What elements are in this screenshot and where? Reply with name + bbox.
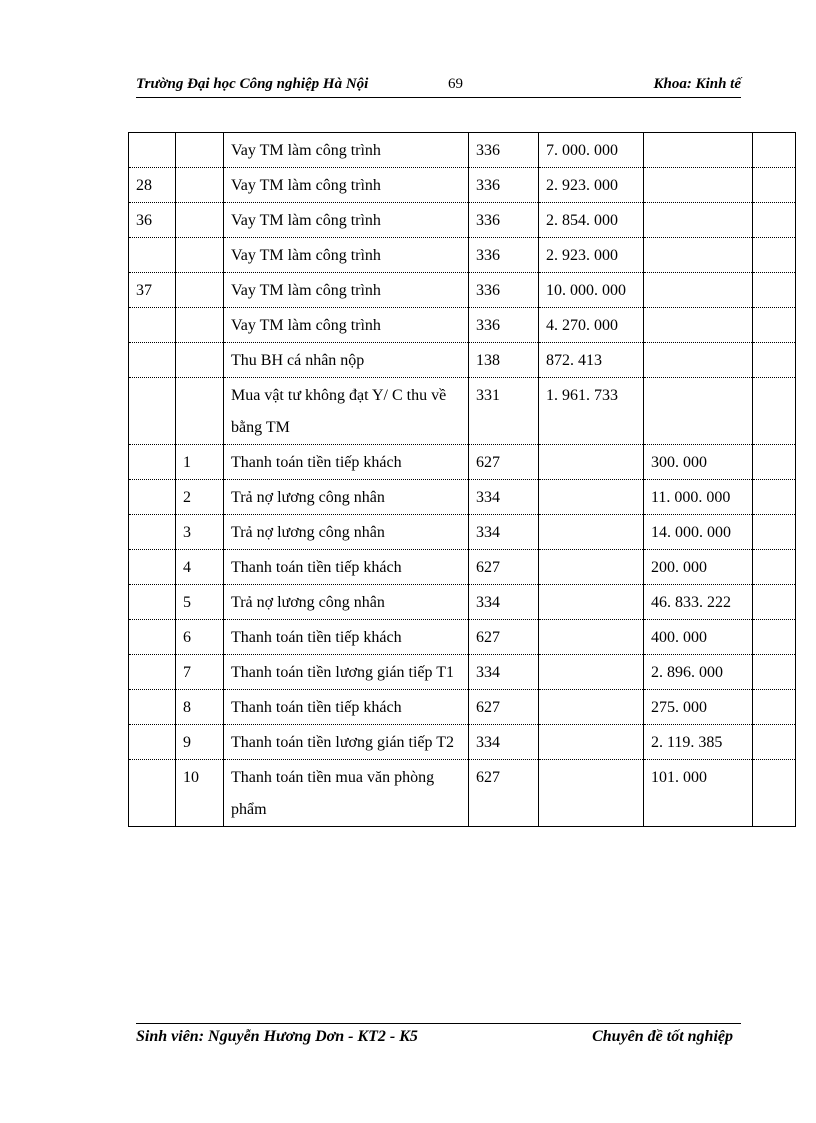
cell-debit-amount <box>539 445 644 480</box>
cell-note <box>753 655 796 690</box>
cell-account-code: 336 <box>469 133 539 168</box>
cell-voucher-out-number: 5 <box>176 585 224 620</box>
cell-description: Thanh toán tiền lương gián tiếp T2 <box>224 725 469 760</box>
cell-debit-amount: 2. 854. 000 <box>539 203 644 238</box>
cell-note <box>753 480 796 515</box>
cell-note <box>753 620 796 655</box>
cell-credit-amount: 400. 000 <box>644 620 753 655</box>
cell-account-code: 331 <box>469 378 539 445</box>
cell-note <box>753 343 796 378</box>
cell-debit-amount <box>539 655 644 690</box>
table-row <box>129 620 796 655</box>
ledger-table <box>128 132 796 827</box>
cell-description: Thanh toán tiền tiếp khách <box>224 620 469 655</box>
cell-note <box>753 725 796 760</box>
cell-voucher-in-number <box>129 655 176 690</box>
cell-note <box>753 445 796 480</box>
table-row <box>129 760 796 827</box>
cell-voucher-in-number <box>129 238 176 273</box>
cell-account-code: 336 <box>469 273 539 308</box>
cell-account-code: 627 <box>469 445 539 480</box>
cell-credit-amount: 14. 000. 000 <box>644 515 753 550</box>
table-row <box>129 445 796 480</box>
cell-voucher-in-number <box>129 550 176 585</box>
cell-note <box>753 550 796 585</box>
cell-credit-amount <box>644 133 753 168</box>
cell-description: Mua vật tư không đạt Y/ C thu về bằng TM <box>224 378 469 445</box>
cell-voucher-in-number <box>129 378 176 445</box>
cell-description: Thanh toán tiền mua văn phòng phẩm <box>224 760 469 827</box>
header-school: Trường Đại học Công nghiệp Hà Nội <box>136 76 369 92</box>
cell-note <box>753 308 796 343</box>
cell-debit-amount <box>539 550 644 585</box>
cell-description: Thanh toán tiền tiếp khách <box>224 445 469 480</box>
cell-note <box>753 515 796 550</box>
cell-note <box>753 585 796 620</box>
cell-voucher-in-number: 37 <box>129 273 176 308</box>
cell-account-code: 627 <box>469 550 539 585</box>
cell-debit-amount: 7. 000. 000 <box>539 133 644 168</box>
table-row <box>129 550 796 585</box>
cell-voucher-in-number <box>129 585 176 620</box>
cell-voucher-in-number <box>129 445 176 480</box>
cell-account-code: 334 <box>469 585 539 620</box>
cell-description: Vay TM làm công trình <box>224 308 469 343</box>
cell-note <box>753 273 796 308</box>
cell-debit-amount <box>539 515 644 550</box>
cell-debit-amount <box>539 480 644 515</box>
cell-credit-amount: 275. 000 <box>644 690 753 725</box>
cell-description: Thanh toán tiền tiếp khách <box>224 690 469 725</box>
cell-debit-amount <box>539 585 644 620</box>
cell-account-code: 334 <box>469 655 539 690</box>
cell-note <box>753 168 796 203</box>
cell-account-code: 336 <box>469 168 539 203</box>
cell-debit-amount <box>539 725 644 760</box>
cell-voucher-out-number <box>176 343 224 378</box>
cell-description: Vay TM làm công trình <box>224 168 469 203</box>
cell-voucher-out-number: 1 <box>176 445 224 480</box>
cell-description: Trả nợ lương công nhân <box>224 585 469 620</box>
cell-credit-amount <box>644 308 753 343</box>
cell-account-code: 627 <box>469 760 539 827</box>
cell-voucher-out-number <box>176 308 224 343</box>
table-row <box>129 690 796 725</box>
cell-debit-amount: 2. 923. 000 <box>539 238 644 273</box>
cell-credit-amount: 11. 000. 000 <box>644 480 753 515</box>
cell-voucher-out-number: 8 <box>176 690 224 725</box>
table-row <box>129 515 796 550</box>
cell-voucher-in-number <box>129 308 176 343</box>
cell-voucher-in-number <box>129 480 176 515</box>
cell-credit-amount: 101. 000 <box>644 760 753 827</box>
table-row <box>129 480 796 515</box>
cell-note <box>753 760 796 827</box>
cell-account-code: 336 <box>469 203 539 238</box>
cell-voucher-out-number: 7 <box>176 655 224 690</box>
cell-account-code: 138 <box>469 343 539 378</box>
cell-description: Vay TM làm công trình <box>224 273 469 308</box>
cell-credit-amount <box>644 168 753 203</box>
cell-account-code: 336 <box>469 308 539 343</box>
cell-voucher-out-number <box>176 203 224 238</box>
header-faculty: Khoa: Kinh tế <box>653 76 741 92</box>
table-row <box>129 655 796 690</box>
cell-note <box>753 133 796 168</box>
cell-account-code: 627 <box>469 620 539 655</box>
cell-voucher-out-number: 3 <box>176 515 224 550</box>
cell-credit-amount <box>644 343 753 378</box>
cell-voucher-in-number: 28 <box>129 168 176 203</box>
cell-debit-amount <box>539 760 644 827</box>
table-row <box>129 133 796 168</box>
cell-voucher-out-number <box>176 378 224 445</box>
cell-voucher-in-number <box>129 515 176 550</box>
footer-title: Chuyên đề tốt nghiệp <box>592 1028 733 1045</box>
cell-description: Thanh toán tiền lương gián tiếp T1 <box>224 655 469 690</box>
cell-description: Trả nợ lương công nhân <box>224 515 469 550</box>
cell-voucher-in-number <box>129 725 176 760</box>
cell-voucher-out-number: 4 <box>176 550 224 585</box>
cell-voucher-in-number <box>129 760 176 827</box>
cell-credit-amount <box>644 238 753 273</box>
cell-voucher-in-number <box>129 133 176 168</box>
cell-debit-amount <box>539 690 644 725</box>
cell-credit-amount: 46. 833. 222 <box>644 585 753 620</box>
cell-credit-amount <box>644 203 753 238</box>
cell-debit-amount: 10. 000. 000 <box>539 273 644 308</box>
cell-description: Vay TM làm công trình <box>224 133 469 168</box>
cell-voucher-out-number: 2 <box>176 480 224 515</box>
cell-credit-amount: 2. 896. 000 <box>644 655 753 690</box>
cell-note <box>753 238 796 273</box>
table-row <box>129 343 796 378</box>
cell-account-code: 334 <box>469 725 539 760</box>
table-row <box>129 585 796 620</box>
cell-note <box>753 378 796 445</box>
cell-voucher-out-number <box>176 168 224 203</box>
cell-credit-amount: 300. 000 <box>644 445 753 480</box>
page-footer <box>136 1023 741 1045</box>
cell-debit-amount: 872. 413 <box>539 343 644 378</box>
cell-note <box>753 690 796 725</box>
table-row <box>129 203 796 238</box>
cell-voucher-out-number <box>176 238 224 273</box>
cell-voucher-out-number: 6 <box>176 620 224 655</box>
cell-credit-amount: 200. 000 <box>644 550 753 585</box>
cell-voucher-in-number <box>129 620 176 655</box>
cell-voucher-out-number: 10 <box>176 760 224 827</box>
table-row <box>129 725 796 760</box>
cell-credit-amount <box>644 273 753 308</box>
cell-voucher-out-number: 9 <box>176 725 224 760</box>
cell-description: Vay TM làm công trình <box>224 203 469 238</box>
cell-voucher-in-number <box>129 690 176 725</box>
cell-credit-amount: 2. 119. 385 <box>644 725 753 760</box>
cell-description: Thu BH cá nhân nộp <box>224 343 469 378</box>
page-header <box>136 76 741 98</box>
table-row <box>129 273 796 308</box>
cell-voucher-in-number: 36 <box>129 203 176 238</box>
table-row <box>129 308 796 343</box>
cell-voucher-out-number <box>176 273 224 308</box>
cell-credit-amount <box>644 378 753 445</box>
cell-note <box>753 203 796 238</box>
cell-account-code: 334 <box>469 480 539 515</box>
page-number: 69 <box>448 76 463 92</box>
cell-description: Trả nợ lương công nhân <box>224 480 469 515</box>
table-row <box>129 238 796 273</box>
cell-account-code: 334 <box>469 515 539 550</box>
cell-voucher-out-number <box>176 133 224 168</box>
cell-debit-amount: 2. 923. 000 <box>539 168 644 203</box>
cell-description: Thanh toán tiền tiếp khách <box>224 550 469 585</box>
cell-debit-amount: 1. 961. 733 <box>539 378 644 445</box>
cell-account-code: 627 <box>469 690 539 725</box>
cell-debit-amount: 4. 270. 000 <box>539 308 644 343</box>
cell-description: Vay TM làm công trình <box>224 238 469 273</box>
table-row <box>129 168 796 203</box>
footer-student: Sinh viên: Nguyễn Hương Dơn - KT2 - K5 <box>136 1028 418 1045</box>
cell-account-code: 336 <box>469 238 539 273</box>
cell-voucher-in-number <box>129 343 176 378</box>
cell-debit-amount <box>539 620 644 655</box>
table-row <box>129 378 796 445</box>
